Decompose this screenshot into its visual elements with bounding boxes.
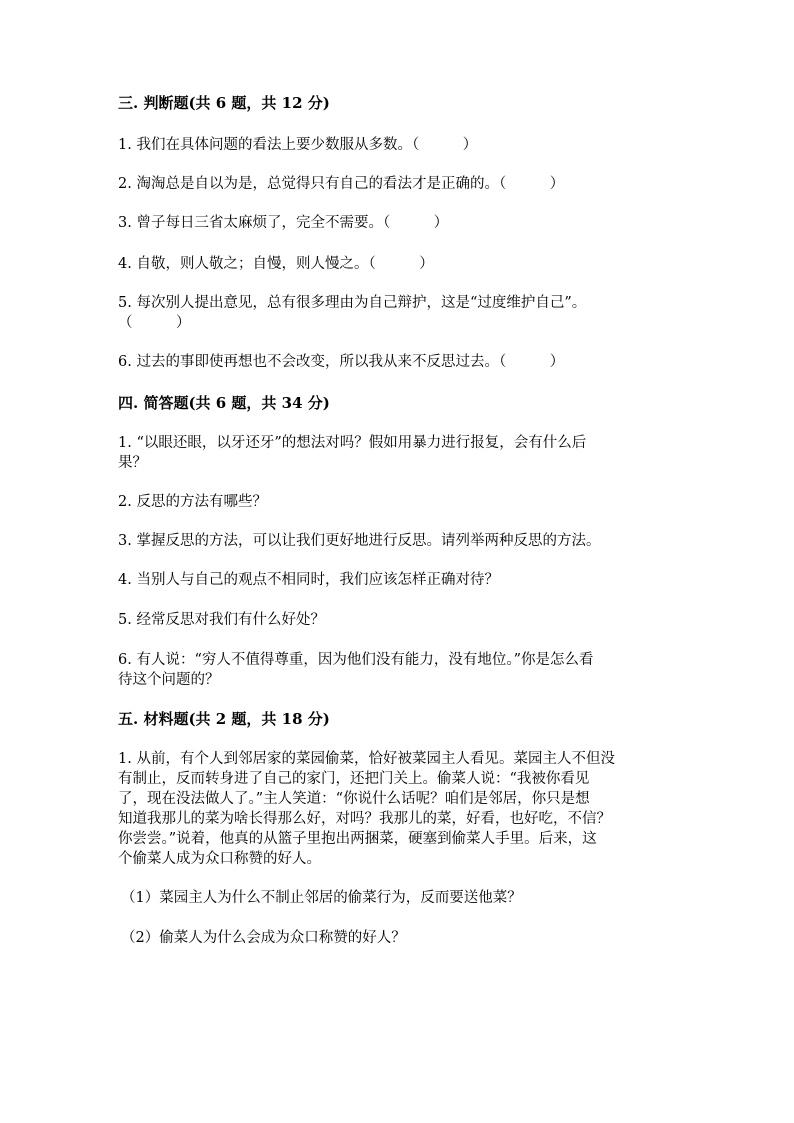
question-item (118, 293, 678, 333)
question-item (118, 610, 678, 630)
section-heading: 四. 简答题(共 6 题，共 34 分) (118, 394, 330, 412)
sub-question-text: （2）偷菜人为什么会成为众口称赞的好人？ (121, 930, 406, 946)
question-text: 5. 每次别人提出意见，总有很多理由为自己辩护，这是“过度维护自己”。 (118, 295, 587, 311)
sub-question-text: （1）菜园主人为什么不制止邻居的偷菜行为，反而要送他菜？ (121, 890, 522, 906)
passage-line: 1. 从前，有个人到邻居家的菜园偷菜，恰好被菜园主人看见。菜园主人不但没 (118, 751, 615, 767)
sub-question (118, 888, 681, 908)
passage-line: 你尝尝。”说着，他真的从篮子里抱出两捆菜，硬塞到偷菜人手里。后来，这 (118, 831, 597, 847)
question-text: 1. “以眼还眼，以牙还牙”的想法对吗？假如用暴力进行报复，会有什么后 (118, 435, 587, 451)
question-item (118, 254, 678, 274)
passage-line: 有制止，反而转身进了自己的家门，还把门关上。偷菜人说：“我被你看见 (118, 771, 590, 787)
question-item (118, 174, 678, 194)
question-item (118, 352, 678, 372)
passage-line: 个偷菜人成为众口称赞的好人。 (118, 851, 321, 867)
question-text: 果？ (118, 455, 147, 471)
question-text: 2. 反思的方法有哪些？ (118, 494, 267, 510)
question-text: （ ） (118, 315, 191, 331)
question-item (118, 213, 678, 233)
question-text: 6. 过去的事即使再想也不会改变，所以我从来不反思过去。（ ） (118, 354, 565, 370)
question-text: 4. 自敬，则人敬之；自慢，则人慢之。（ ） (118, 256, 434, 272)
question-text: 1. 我们在具体问题的看法上要少数服从多数。（ ） (118, 137, 478, 153)
question-item (118, 650, 678, 690)
question-item (118, 492, 678, 512)
question-item (118, 531, 678, 551)
question-text: 3. 曾子每日三省太麻烦了，完全不需要。（ ） (118, 215, 449, 231)
section-short-answer (118, 393, 678, 413)
material-passage (118, 749, 678, 869)
passage-line: 了，现在没法做人了。”主人笑道：“你说什么话呢？咱们是邻居，你只是想 (118, 791, 590, 807)
question-text: 4. 当别人与自己的观点不相同时，我们应该怎样正确对待？ (118, 572, 499, 588)
section-judgement (118, 93, 678, 113)
section-heading: 五. 材料题(共 2 题，共 18 分) (118, 710, 330, 728)
question-text: 3. 掌握反思的方法，可以让我们更好地进行反思。请列举两种反思的方法。 (118, 533, 601, 549)
passage-line: 知道我那儿的菜为啥长得那么好，对吗？我那儿的菜，好看，也好吃，不信？ (118, 811, 611, 827)
question-item (118, 433, 678, 473)
question-item (118, 570, 678, 590)
question-item (118, 135, 678, 155)
section-material (118, 709, 678, 729)
section-heading: 三. 判断题(共 6 题，共 12 分) (118, 94, 330, 112)
question-text: 待这个问题的？ (118, 672, 220, 688)
question-text: 5. 经常反思对我们有什么好处？ (118, 612, 325, 628)
sub-question (118, 928, 681, 948)
question-text: 2. 淘淘总是自以为是，总觉得只有自己的看法才是正确的。（ ） (118, 176, 565, 192)
question-text: 6. 有人说：“穷人不值得尊重，因为他们没有能力，没有地位。”你是怎么看 (118, 652, 594, 668)
